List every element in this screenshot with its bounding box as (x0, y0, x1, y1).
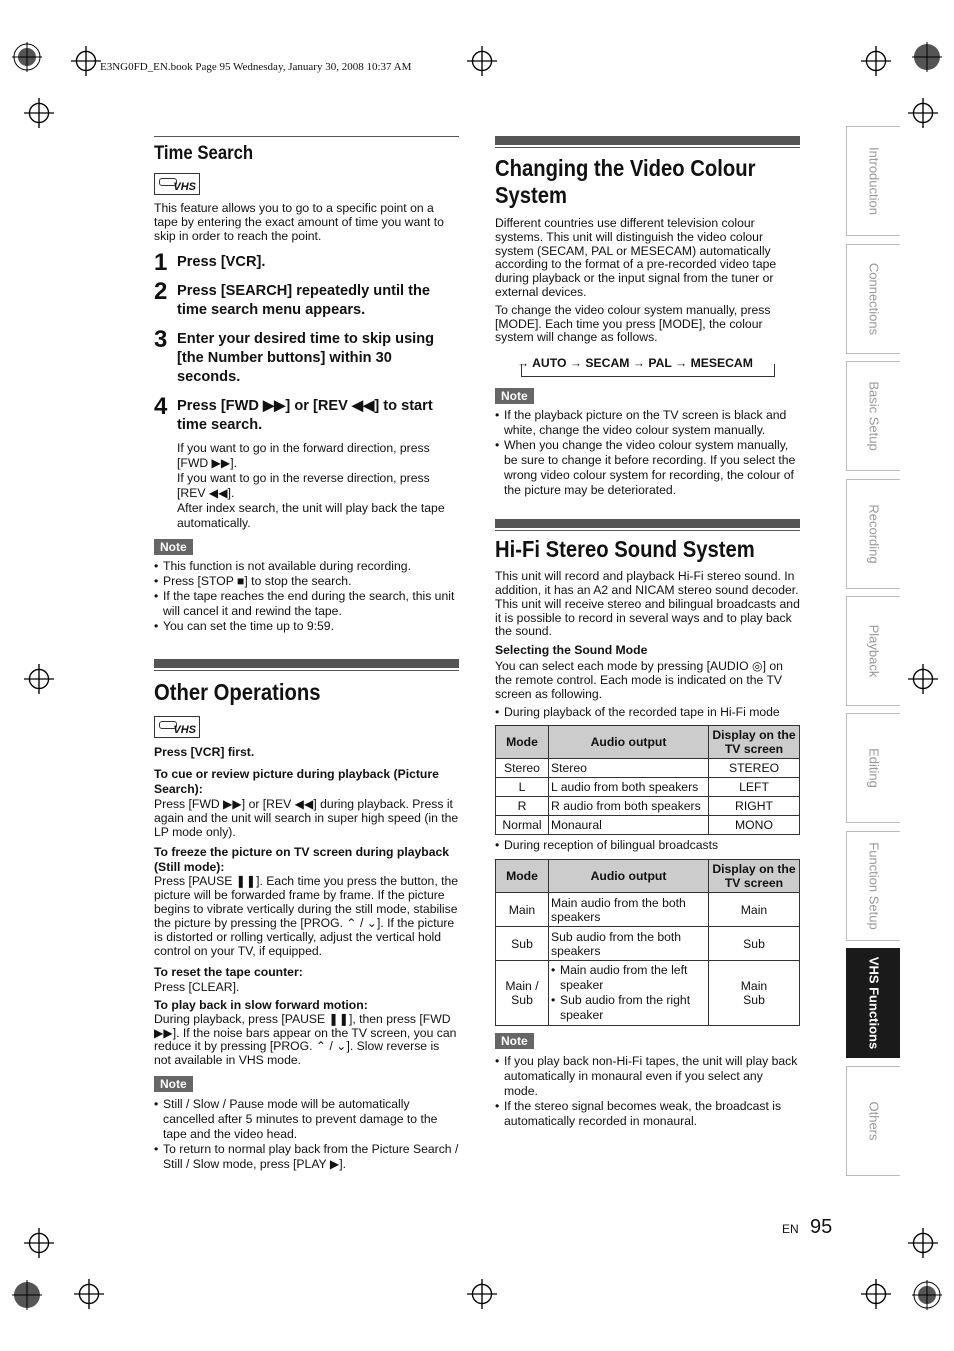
table-row (496, 927, 800, 961)
table-cell: STEREO (709, 759, 800, 778)
table-cell (549, 961, 709, 1026)
section-rule (495, 147, 800, 148)
other-ops-notes (154, 1097, 459, 1172)
right-column (495, 136, 800, 1129)
table-header: Display on the TV screen (709, 860, 800, 893)
crosshair-icon (908, 98, 930, 120)
table-cell: Main (496, 893, 549, 927)
sel-body: You can select each mode by pressing [AUDIO ◎] on the remote control. Each mode is indicated on the TV screen as following. (495, 658, 783, 701)
note-label: Note (495, 388, 534, 404)
tab-label: Connections (866, 262, 881, 336)
hifi-title: Hi-Fi Stereo Sound System (495, 536, 755, 563)
tab-others[interactable] (846, 1066, 900, 1176)
table-cell (709, 961, 800, 1026)
colour-flow (495, 352, 800, 378)
section-rule (154, 670, 459, 671)
vhs-badge-icon: VHS (154, 716, 200, 738)
colour-p2: To change the video colour system manually, press [MODE]. Each time you press [MODE], the colour system will change as follows. (495, 302, 771, 345)
footer-lang: EN (782, 1222, 799, 1236)
block-body: Press [PAUSE ❚❚]. Each time you press the button, the picture will be forwarded frame by frame. If the picture begins to vibrate vertically during the still mode, stabilise the picture by pressing the [PROG. ⌃ / ⌄]. If the picture is distorted or rolling vertically, adjust the vertical hold control on your TV, if equipped. (154, 874, 459, 958)
crosshair-icon (24, 664, 46, 686)
flow-return-line (521, 364, 775, 377)
list-item: • If the tape reaches the end during the search, this unit will cancel it and rewind the tape. (154, 589, 459, 619)
crosshair-icon (467, 1279, 489, 1301)
list-item: • If the playback picture on the TV screen is black and white, change the video colour system manually. (495, 408, 800, 438)
crosshair-icon (908, 1228, 930, 1250)
colour-p1: Different countries use different television colour systems. This unit will distinguish the video colour system (SECAM, PAL or MESECAM) automatically according to the format of a pre-recorded video tape during playback or the input signal from the tuner or external devices. (495, 216, 777, 299)
table-header: Display on the TV screen (709, 726, 800, 759)
table-cell: L (496, 778, 549, 797)
registration-mark-icon (912, 1280, 942, 1310)
left-column (154, 136, 459, 1172)
tab-label: Function Setup (866, 842, 881, 930)
section-rule (154, 136, 459, 137)
block-head: To freeze the picture on TV screen during playback (Still mode): (154, 845, 450, 875)
section-bar (495, 519, 800, 528)
list-item: • During reception of bilingual broadcasts (495, 838, 800, 853)
table-cell: L audio from both speakers (549, 778, 709, 797)
section-bar (495, 136, 800, 145)
block-body: Press [CLEAR]. (154, 979, 240, 994)
table-row (496, 797, 800, 816)
registration-mark-icon (12, 1280, 42, 1310)
table-cell: MONO (709, 816, 800, 835)
hifi-mode-table (495, 725, 800, 835)
table-row (496, 778, 800, 797)
hifi-p1: This unit will record and playback Hi-Fi stereo sound. In addition, it has an A2 and NICAM stereo sound decoder. This unit will receive stereo and bilingual broadcasts and it is possible to record in several ways and to play back the sound. (495, 569, 800, 639)
table-cell: Main (709, 893, 800, 927)
step-2: 2 Press [SEARCH] repeatedly until the time search menu appears. (154, 278, 431, 319)
table-row (496, 893, 800, 927)
list-item: • This function is not available during recording. (154, 559, 459, 574)
vhs-badge-icon: VHS (154, 173, 200, 195)
list-item: • Main audio from the left speaker (551, 963, 706, 993)
tab-label: Editing (866, 748, 881, 788)
colour-title: Changing the Video Colour System (495, 155, 756, 208)
hifi-bullet-1 (495, 705, 800, 720)
block-body: During playback, press [PAUSE ❚❚], then press [FWD ▶▶]. If the noise bars appear on the TV screen, you can reduce it by pressing [PROG. ⌃ / ⌄]. Slow reverse is not available in VHS mode. (154, 1011, 457, 1068)
block-body: Press [FWD ▶▶] or [REV ◀◀] during playback. Press it again and the unit will search in super high speed (in the LP mode only). (154, 797, 459, 840)
table-cell: Monaural (549, 816, 709, 835)
list-item: • Press [STOP ■] to stop the search. (154, 574, 459, 589)
table-cell: RIGHT (709, 797, 800, 816)
crosshair-icon (908, 664, 930, 686)
crosshair-icon (861, 1279, 883, 1301)
list-item: • During playback of the recorded tape in Hi-Fi mode (495, 705, 800, 720)
tab-playback[interactable] (846, 596, 900, 706)
tab-connections[interactable] (846, 244, 900, 354)
list-item: • To return to normal play back from the Picture Search / Still / Slow mode, press [PLAY ▶]. (154, 1142, 459, 1172)
tab-introduction[interactable] (846, 126, 900, 236)
time-search-title: Time Search (154, 143, 254, 164)
step-3: 3 Enter your desired time to skip using [the Number buttons] within 30 seconds. (154, 326, 435, 386)
registration-mark-icon (912, 42, 942, 72)
time-search-notes (154, 559, 459, 634)
table-row (496, 961, 800, 1026)
table-cell: Main audio from the both speakers (549, 893, 709, 927)
crosshair-icon (467, 46, 489, 68)
hifi-bullet-2 (495, 838, 800, 853)
cell-line: Sub (743, 993, 765, 1008)
print-header: E3NG0FD_EN.book Page 95 Wednesday, January 30, 2008 10:37 AM (100, 61, 412, 73)
block-head: To reset the tape counter: (154, 964, 303, 979)
colour-flow-text: → AUTO → SECAM → PAL → MESECAM (517, 356, 753, 371)
crosshair-icon (24, 98, 46, 120)
tab-label: Introduction (866, 147, 881, 215)
crosshair-icon (24, 1228, 46, 1250)
note-label: Note (495, 1033, 534, 1049)
table-row (496, 759, 800, 778)
table-header: Audio output (549, 860, 709, 893)
table-row (496, 816, 800, 835)
table-cell: Main / Sub (496, 961, 549, 1026)
table-header: Mode (496, 726, 549, 759)
note-label: Note (154, 1076, 193, 1092)
table-cell: Stereo (549, 759, 709, 778)
tab-vhs-functions[interactable] (846, 948, 900, 1058)
tab-label: VHS Functions (866, 956, 881, 1050)
hifi-notes (495, 1054, 800, 1129)
table-header: Audio output (549, 726, 709, 759)
list-item: • If you play back non-Hi-Fi tapes, the unit will play back automatically in monaural even if you select any mode. (495, 1054, 800, 1099)
tab-editing[interactable] (846, 713, 900, 823)
list-item: • You can set the time up to 9:59. (154, 619, 459, 634)
section-rule (495, 530, 800, 531)
tab-function-setup[interactable] (846, 831, 900, 941)
section-bar (154, 659, 459, 668)
table-cell: Sub audio from the both speakers (549, 927, 709, 961)
registration-mark-icon (12, 42, 42, 72)
block-head: To play back in slow forward motion: (154, 997, 368, 1012)
table-cell: R audio from both speakers (549, 797, 709, 816)
list-item: • Still / Slow / Pause mode will be automatically cancelled after 5 minutes to prevent damage to the tape and the video head. (154, 1097, 459, 1142)
table-cell: R (496, 797, 549, 816)
table-cell: Normal (496, 816, 549, 835)
step-4-details: If you want to go in the forward direction, press [FWD ▶▶]. If you want to go in the reverse direction, press [REV ◀◀]. After index search, the unit will play back the tape automatically. (177, 441, 445, 531)
tab-recording[interactable] (846, 479, 900, 589)
sel-head: Selecting the Sound Mode (495, 643, 648, 658)
page-number: 95 (810, 1216, 833, 1238)
crosshair-icon (71, 46, 93, 68)
table-cell: Stereo (496, 759, 549, 778)
tab-label: Basic Setup (866, 381, 881, 451)
block-head: To cue or review picture during playback (Picture Search): (154, 767, 439, 797)
list-item: • When you change the video colour system manually, be sure to change it before recording. If you select the wrong video colour system for recording, the colour of the picture may be deteriorated. (495, 438, 800, 498)
step-1: 1 Press [VCR]. (154, 249, 266, 277)
table-cell: Sub (709, 927, 800, 961)
colour-notes (495, 408, 800, 498)
crosshair-icon (74, 1279, 96, 1301)
tab-label: Others (866, 1101, 881, 1141)
crosshair-icon (861, 46, 883, 68)
tab-label: Playback (866, 624, 881, 678)
step-4: 4 Press [FWD ▶▶] or [REV ◀◀] to start time search. (154, 393, 433, 434)
bilingual-mode-table (495, 859, 800, 1026)
other-operations-title: Other Operations (154, 679, 321, 706)
table-cell: Sub (496, 927, 549, 961)
time-search-intro: This feature allows you to go to a specific point on a tape by entering the exact amount of time you want to skip in order to reach the point. (154, 201, 444, 243)
note-label: Note (154, 539, 193, 555)
tab-basic-setup[interactable] (846, 361, 900, 471)
list-item: • If the stereo signal becomes weak, the broadcast is automatically recorded in monaural. (495, 1099, 800, 1129)
list-item: • Sub audio from the right speaker (551, 993, 706, 1023)
table-header: Mode (496, 860, 549, 893)
table-cell: LEFT (709, 778, 800, 797)
cell-line: Main (740, 979, 768, 994)
tab-label: Recording (866, 504, 881, 564)
press-first: Press [VCR] first. (154, 745, 255, 760)
cell-list (551, 963, 706, 1023)
